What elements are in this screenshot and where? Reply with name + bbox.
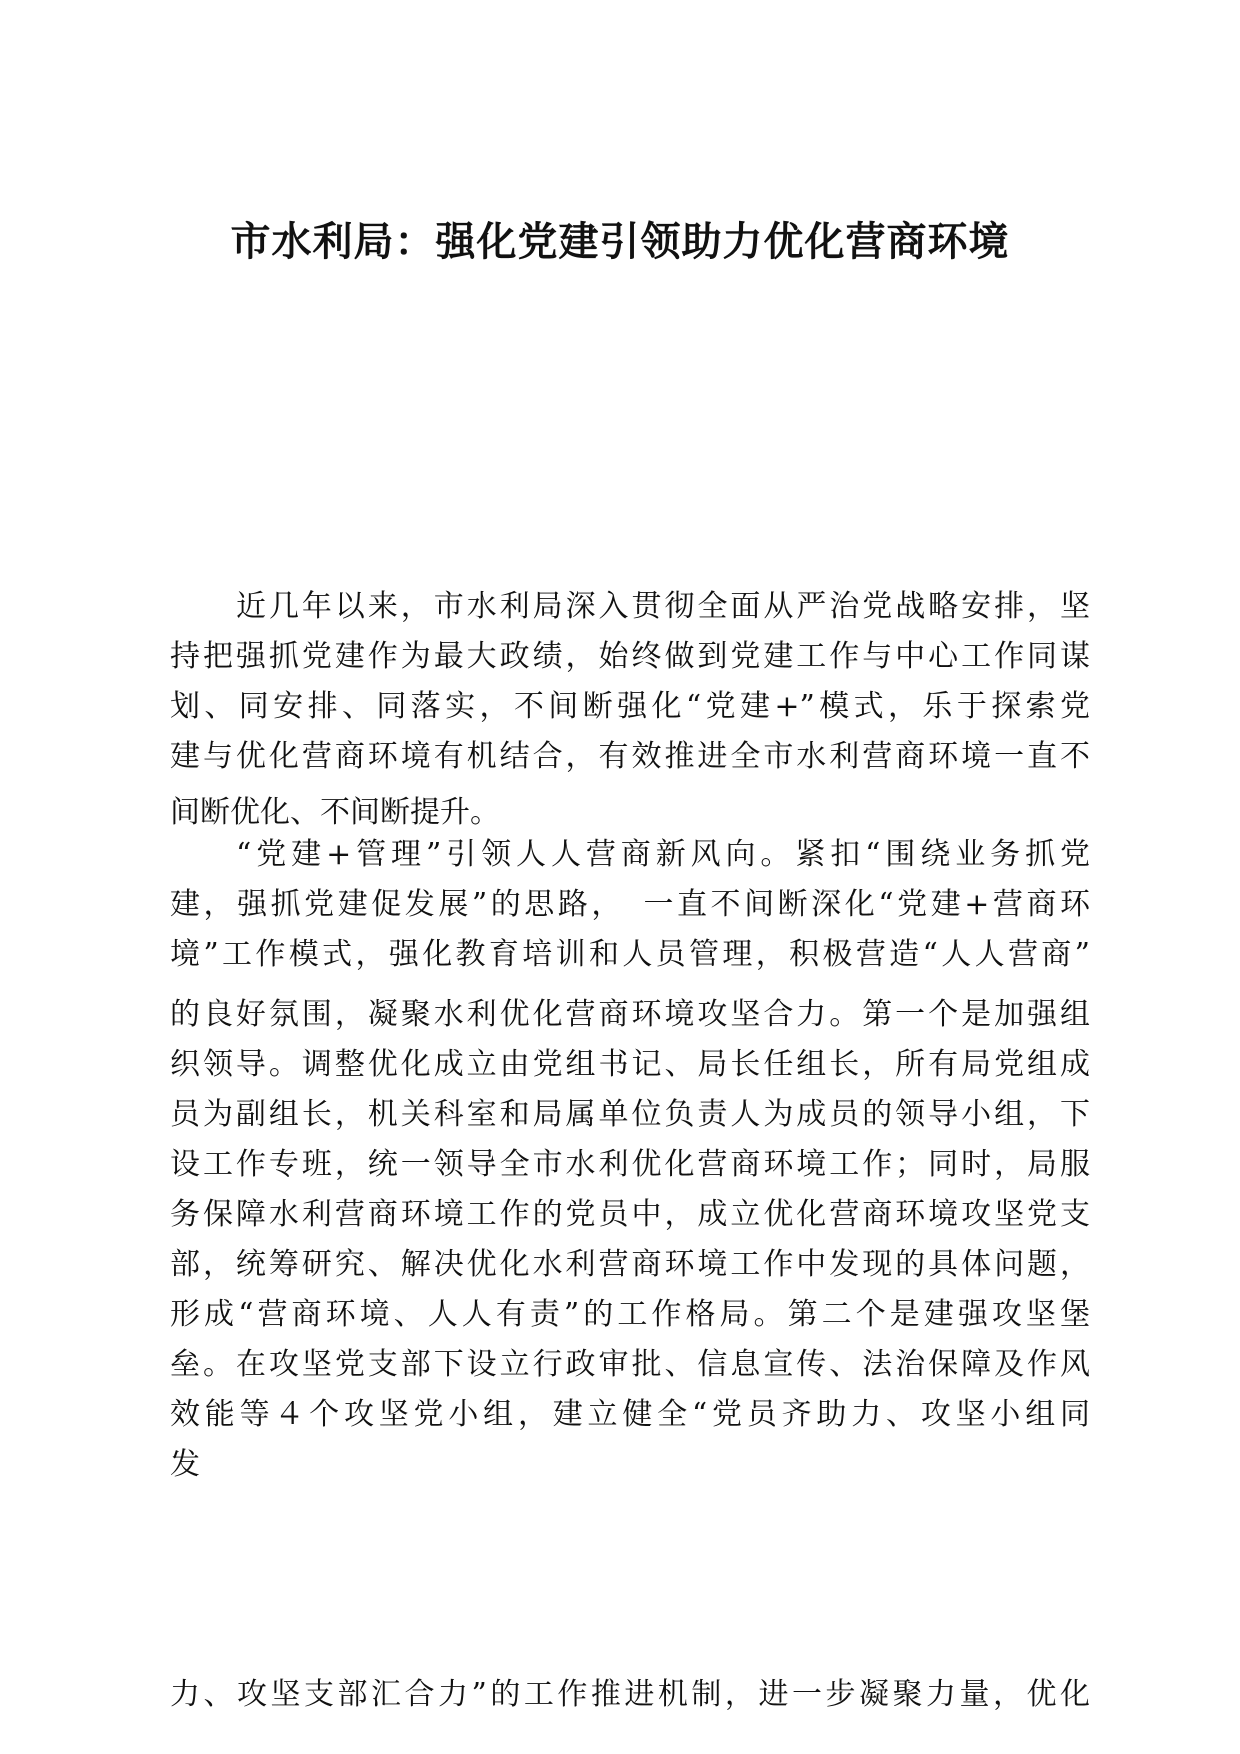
paragraph-1 (170, 582, 1090, 838)
text-line: “党建+管理”引领人人营商新风向。紧扣“围绕业务抓党 (236, 837, 1090, 872)
paragraph-3 (170, 990, 1090, 1490)
text-line: 员为副组长，机关科室和局属单位负责人为成员的领导小组，下 (170, 1097, 1090, 1132)
paragraph-4 (170, 1670, 1090, 1720)
page-title: 市水利局：强化党建引领助力优化营商环境 (230, 219, 1010, 265)
text-line: 发 (170, 1447, 200, 1482)
text-line: 形成“营商环境、人人有责”的工作格局。第二个是建强攻坚堡 (170, 1297, 1090, 1332)
paragraph-2 (170, 830, 1090, 980)
text-line: 划、同安排、同落实，不间断强化“党建+”模式，乐于探索党 (170, 689, 1090, 724)
text-line: 垒。在攻坚党支部下设立行政审批、信息宣传、法治保障及作风 (170, 1347, 1090, 1382)
text-line: 持把强抓党建作为最大政绩，始终做到党建工作与中心工作同谋 (170, 639, 1090, 674)
text-line: 的良好氛围，凝聚水利优化营商环境攻坚合力。第一个是加强组 (170, 997, 1090, 1032)
text-line: 部，统筹研究、解决优化水利营商环境工作中发现的具体问题， (170, 1247, 1090, 1282)
text-line: 境”工作模式，强化教育培训和人员管理，积极营造“人人营商” (170, 937, 1090, 972)
text-line: 力、攻坚支部汇合力”的工作推进机制，进一步凝聚力量，优化 (170, 1677, 1090, 1712)
text-line: 织领导。调整优化成立由党组书记、局长任组长，所有局党组成 (170, 1047, 1090, 1082)
text-line: 设工作专班，统一领导全市水利优化营商环境工作；同时，局服 (170, 1147, 1090, 1182)
text-line: 建，强抓党建促发展”的思路， 一直不间断深化“党建+营商环 (170, 887, 1090, 922)
text-line: 近几年以来，市水利局深入贯彻全面从严治党战略安排，坚 (236, 589, 1090, 624)
text-line: 效能等４个攻坚党小组，建立健全“党员齐助力、攻坚小组同 (170, 1397, 1090, 1432)
text-line: 建与优化营商环境有机结合，有效推进全市水利营商环境一直不 (170, 739, 1090, 774)
text-line: 务保障水利营商环境工作的党员中，成立优化营商环境攻坚党支 (170, 1197, 1090, 1232)
text-line: 间断优化、不间断提升。 (170, 795, 500, 830)
